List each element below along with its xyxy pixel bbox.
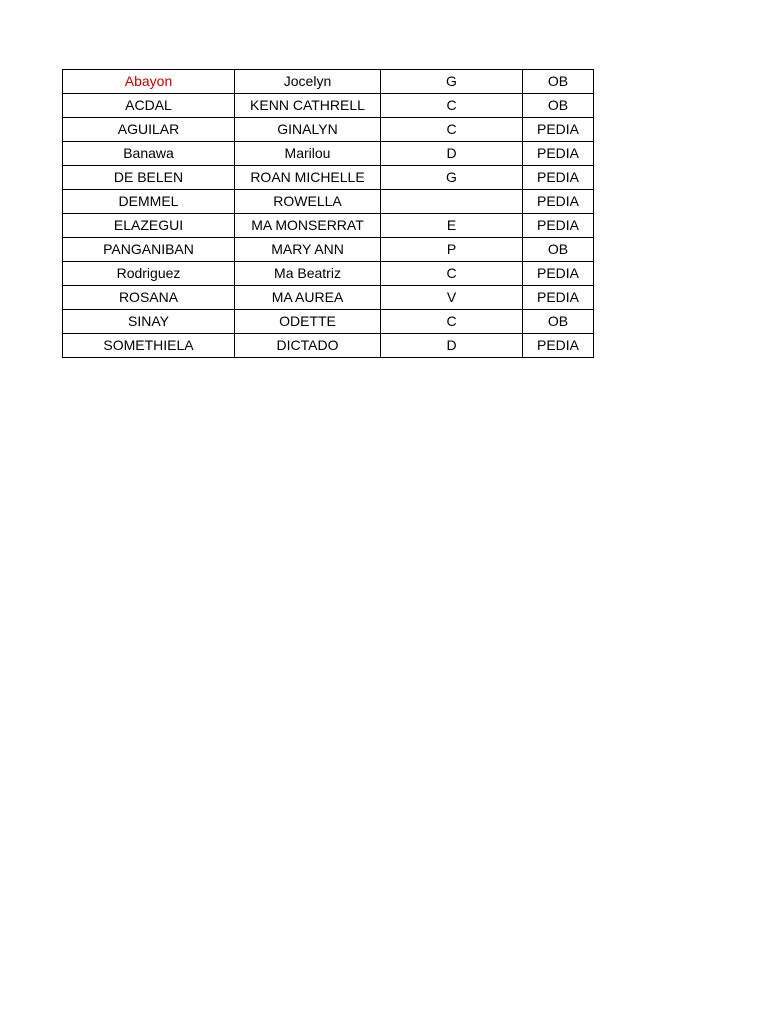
code-cell: C [381,262,523,286]
surname-cell: DEMMEL [63,190,235,214]
given-name-cell: Ma Beatriz [235,262,381,286]
given-name-cell: ODETTE [235,310,381,334]
table-row [63,94,594,118]
given-name-cell: ROWELLA [235,190,381,214]
department-cell: PEDIA [523,166,594,190]
surname-cell: Banawa [63,142,235,166]
table-row [63,262,594,286]
department-cell: PEDIA [523,190,594,214]
given-name-cell: GINALYN [235,118,381,142]
department-cell: PEDIA [523,118,594,142]
department-cell: OB [523,70,594,94]
surname-cell: AGUILAR [63,118,235,142]
department-cell: PEDIA [523,286,594,310]
code-cell: C [381,310,523,334]
department-cell: PEDIA [523,334,594,358]
department-cell: PEDIA [523,214,594,238]
given-name-cell: ROAN MICHELLE [235,166,381,190]
given-name-cell: DICTADO [235,334,381,358]
table-row [63,286,594,310]
code-cell: E [381,214,523,238]
given-name-cell: Jocelyn [235,70,381,94]
table-row [63,334,594,358]
department-cell: PEDIA [523,142,594,166]
department-cell: PEDIA [523,262,594,286]
given-name-cell: MA MONSERRAT [235,214,381,238]
table-row [63,214,594,238]
surname-cell: SINAY [63,310,235,334]
table-row [63,166,594,190]
table-body [63,70,594,358]
table-row [63,118,594,142]
department-cell: OB [523,94,594,118]
code-cell: C [381,118,523,142]
given-name-cell: MARY ANN [235,238,381,262]
given-name-cell: KENN CATHRELL [235,94,381,118]
table-row [63,310,594,334]
surname-cell: ELAZEGUI [63,214,235,238]
surname-cell: ROSANA [63,286,235,310]
table-row [63,142,594,166]
surname-cell: ACDAL [63,94,235,118]
surname-cell: SOMETHIELA [63,334,235,358]
surname-cell: Abayon [63,70,235,94]
table-row [63,70,594,94]
surname-cell: PANGANIBAN [63,238,235,262]
code-cell [381,190,523,214]
code-cell: C [381,94,523,118]
code-cell: D [381,142,523,166]
code-cell: G [381,70,523,94]
given-name-cell: MA AUREA [235,286,381,310]
table-row [63,190,594,214]
surname-cell: Rodriguez [63,262,235,286]
given-name-cell: Marilou [235,142,381,166]
department-cell: OB [523,238,594,262]
code-cell: D [381,334,523,358]
table-row [63,238,594,262]
code-cell: V [381,286,523,310]
surname-cell: DE BELEN [63,166,235,190]
code-cell: G [381,166,523,190]
code-cell: P [381,238,523,262]
department-cell: OB [523,310,594,334]
name-list-table [62,69,594,358]
